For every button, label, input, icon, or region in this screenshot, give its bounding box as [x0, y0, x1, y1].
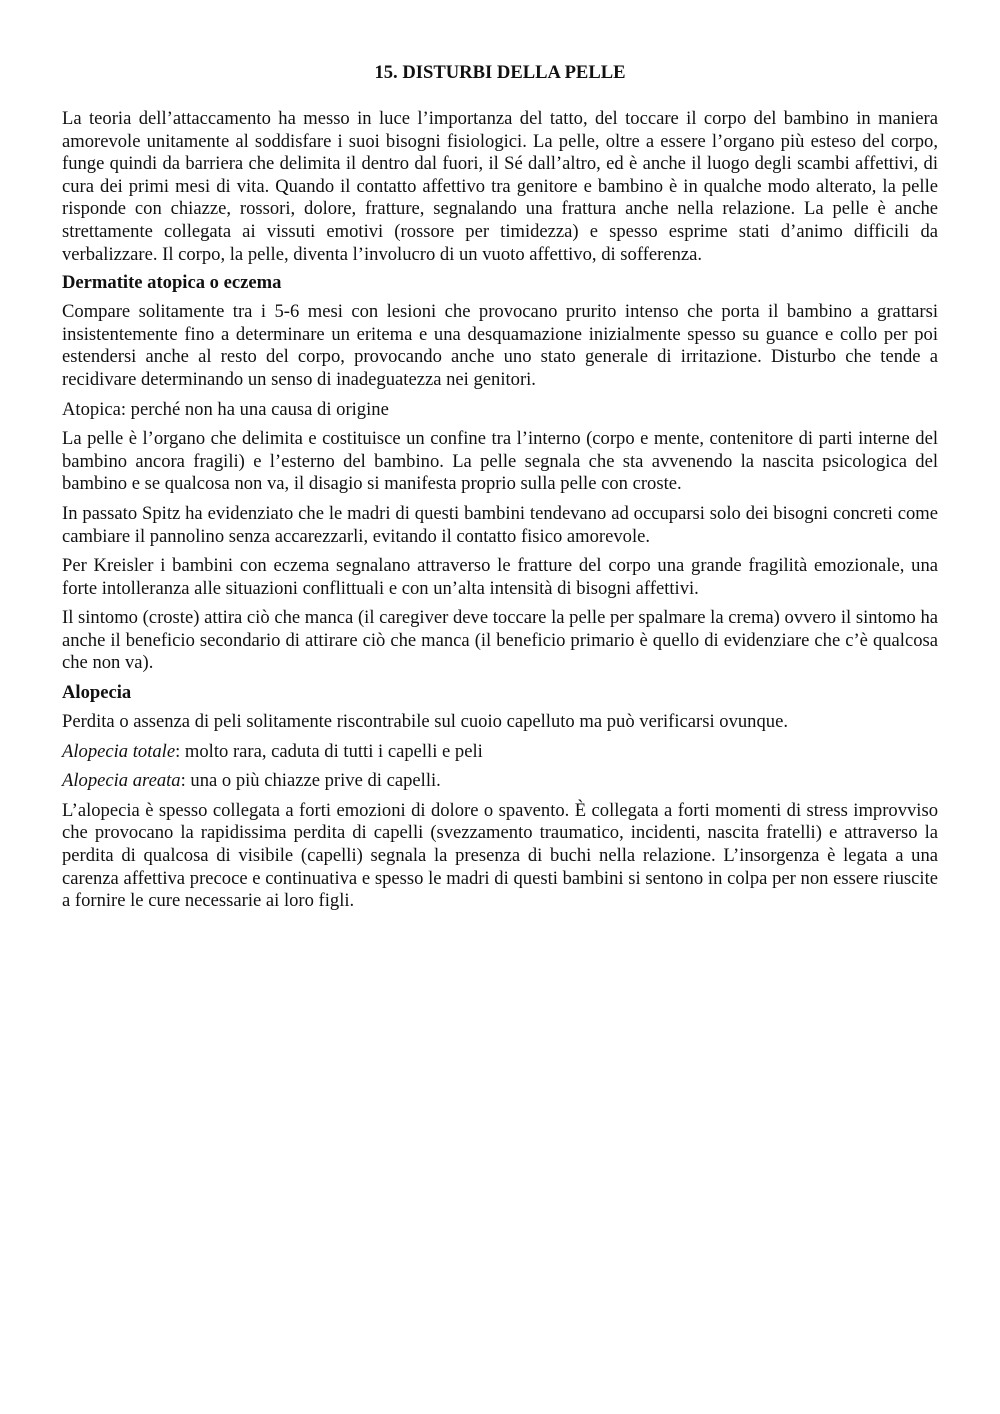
definition-text: : una o più chiazze prive di capelli. [180, 770, 441, 792]
paragraph: Compare solitamente tra i 5-6 mesi con lesioni che provocano prurito intenso che porta il bambino a grattarsi insistentemente fino a determinare un eritema e una desquamazione inizialmente spesso su guance e collo per poi estendersi anche al resto del corpo, provocando anche uno stato generale di irritazione. Disturbo che tende a recidivare determinando un senso di inadeguatezza nei genitori. [62, 301, 938, 390]
paragraph: Perdita o assenza di peli solitamente riscontrabile sul cuoio capelluto ma può verificarsi ovunque. [62, 711, 788, 733]
definition-alopecia-totale [62, 741, 938, 764]
definition-text: : molto rara, caduta di tutti i capelli e peli [175, 740, 483, 762]
document-page [62, 62, 938, 920]
term-alopecia-areata: Alopecia areata [62, 770, 181, 792]
paragraph: Per Kreisler i bambini con eczema segnalano attraverso le fratture del corpo una grande fragilità emozionale, una forte intolleranza alle situazioni conflittuali e con un’alta intensità di bisogni affettivi. [62, 555, 938, 599]
paragraph: La pelle è l’organo che delimita e costituisce un confine tra l’interno (corpo e mente, contenitore di parti interne del bambino ancora fragili) e l’esterno del bambino. La pelle segnala che sta avvenendo la nascita psicologica del bambino e se qualcosa non va, il disagio si manifesta proprio sulla pelle con croste. [62, 428, 938, 495]
paragraph: Il sintomo (croste) attira ciò che manca (il caregiver deve toccare la pelle per spalmare la crema) ovvero il sintomo ha anche il beneficio secondario di attirare ciò che manca (il beneficio primario è quello di evidenziare che c’è qualcosa che non va). [62, 607, 938, 674]
intro-paragraph: La teoria dell’attaccamento ha messo in luce l’importanza del tatto, del toccare il corpo del bambino in maniera amorevole unitamente al soddisfare i suoi bisogni fisiologici. La pelle, oltre a essere l’organo più esteso del corpo, funge quindi da barriera che delimita il dentro dal fuori, il Sé dall’altro, ed è anche il luogo degli scambi affettivi, di cura dei primi mesi di vita. Quando il contatto affettivo tra genitore e bambino è in qualche modo alterato, la pelle risponde con chiazze, rossori, dolore, fratture, segnalando una frattura anche nella relazione. La pelle è anche strettamente collegata ai vissuti emotivi (rossore per timidezza) e spesso esprime stati d’animo difficili da verbalizzare. Il corpo, la pelle, diventa l’involucro di un vuoto affettivo, di sofferenza. [62, 108, 938, 265]
definition-alopecia-areata [62, 770, 938, 793]
paragraph: L’alopecia è spesso collegata a forti emozioni di dolore o spavento. È collegata a forti momenti di stress improvviso che provocano la rapidissima perdita di capelli (svezzamento traumatico, incidenti, nascita fratelli) e attraverso la perdita di qualcosa di visibile (capelli) segnala la presenza di buchi nella relazione. L’insorgenza è legata a una carenza affettiva precoce e continuativa e spesso le madri di questi bambini si sentono in colpa per non essere riuscite a fornire le cure necessarie ai loro figli. [62, 799, 938, 912]
section-heading-alopecia: Alopecia [62, 682, 132, 704]
section-heading-dermatite: Dermatite atopica o eczema [62, 272, 282, 294]
paragraph: Atopica: perché non ha una causa di origine [62, 398, 389, 420]
term-alopecia-totale: Alopecia totale [62, 740, 176, 762]
document-title: 15. DISTURBI DELLA PELLE [374, 62, 626, 83]
paragraph: In passato Spitz ha evidenziato che le madri di questi bambini tendevano ad occuparsi solo dei bisogni concreti come cambiare il pannolino senza accarezzarli, evitando il contatto fisico amorevole. [62, 502, 938, 547]
